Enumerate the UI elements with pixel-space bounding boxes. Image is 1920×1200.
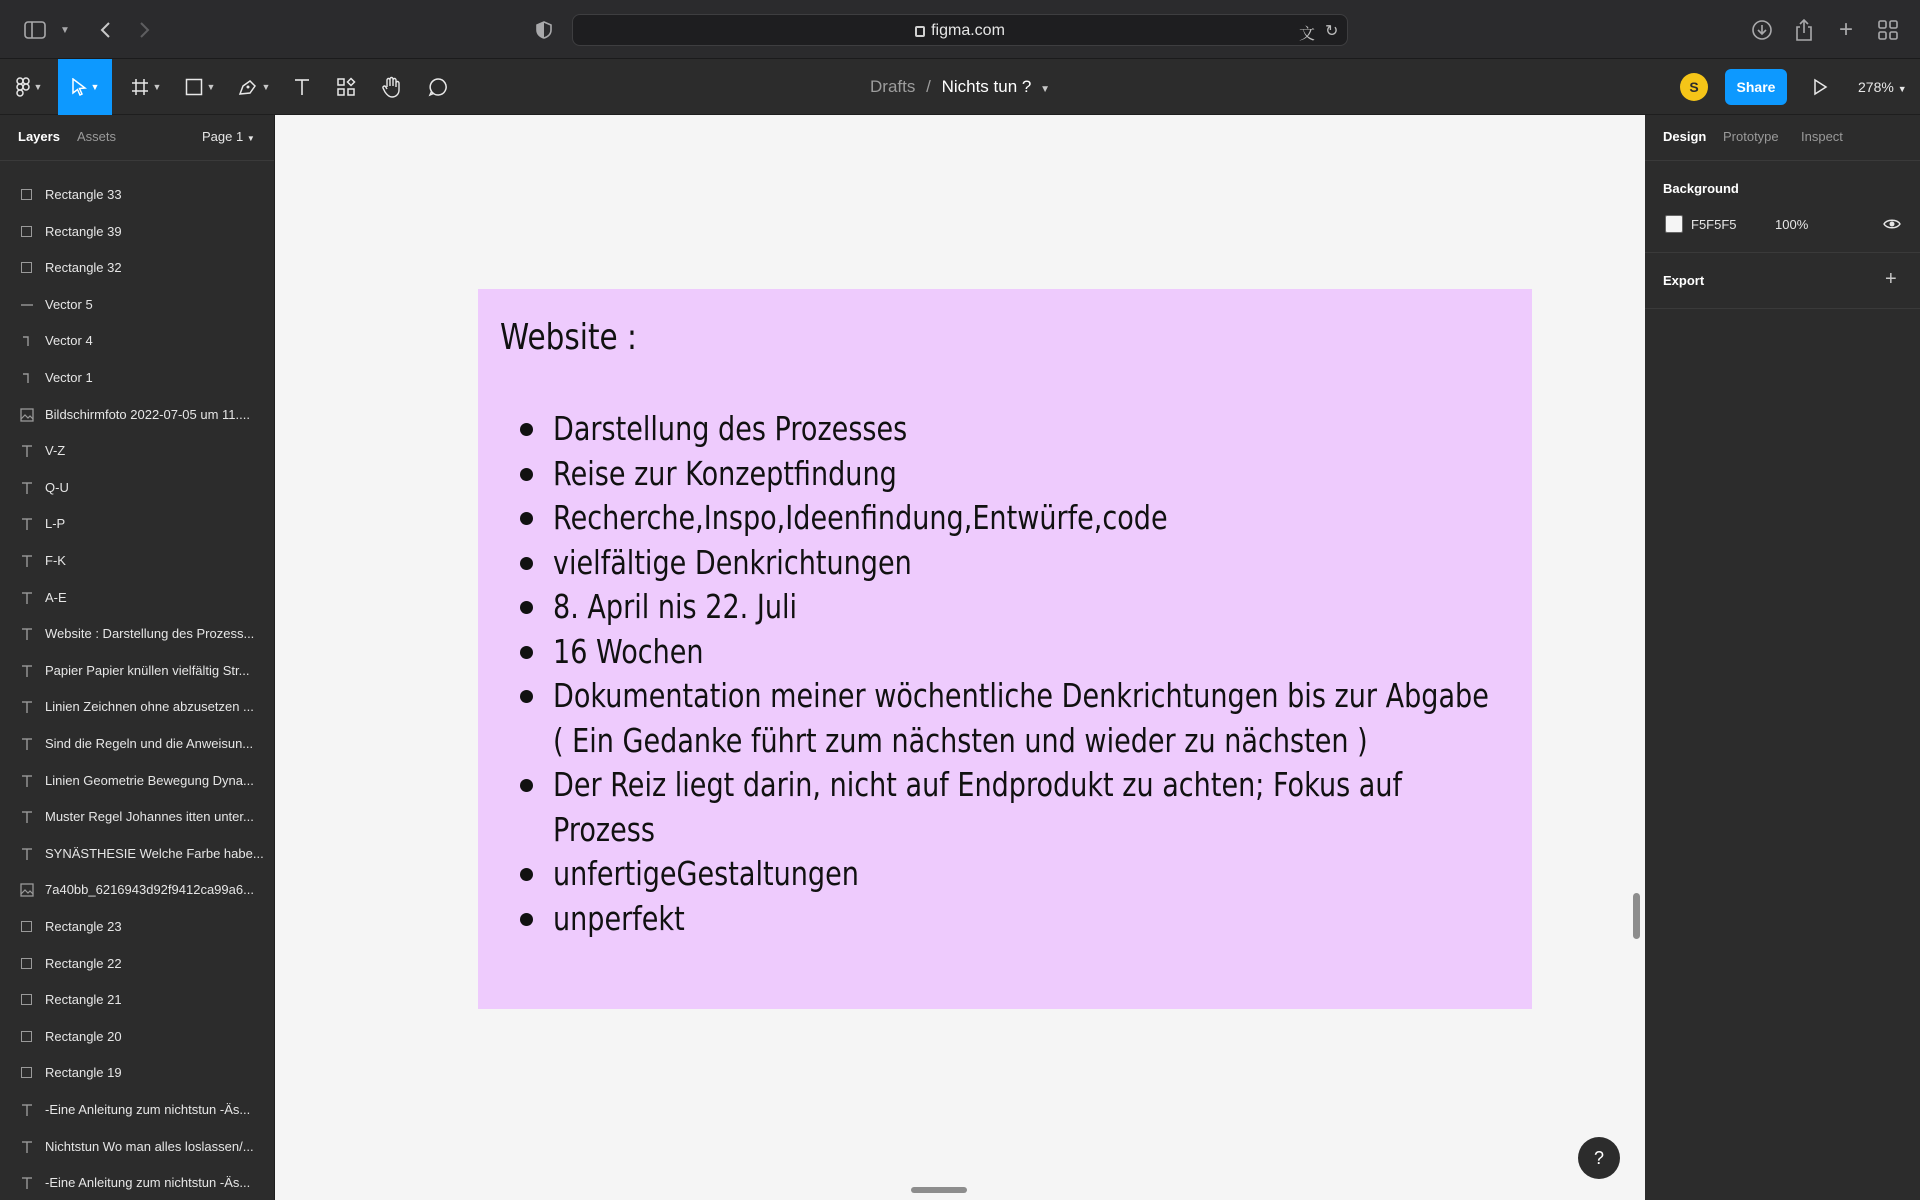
layer-label: Bildschirmfoto 2022-07-05 um 11.... — [45, 406, 250, 422]
rectangle-icon — [20, 1066, 34, 1080]
text-tool-icon[interactable] — [286, 59, 318, 115]
layer-label: Website : Darstellung des Prozess... — [45, 626, 255, 642]
file-menu-chevron-icon[interactable]: ▼ — [1040, 84, 1050, 95]
layer-row[interactable] — [0, 616, 275, 652]
bullet-item — [520, 763, 1645, 852]
rectangle-icon — [20, 1030, 34, 1044]
present-play-icon[interactable] — [1810, 77, 1830, 97]
layer-row[interactable] — [0, 323, 275, 359]
frame-title[interactable]: Website : — [500, 317, 638, 358]
share-button[interactable]: Share — [1725, 69, 1787, 105]
tab-assets[interactable]: Assets — [77, 129, 117, 144]
text-icon — [20, 517, 34, 531]
layer-row[interactable] — [0, 214, 275, 250]
layer-label: A-E — [45, 589, 67, 605]
lock-icon — [915, 26, 925, 37]
divider — [1645, 308, 1920, 309]
hand-tool-icon[interactable] — [376, 59, 408, 115]
layer-label: V-Z — [45, 443, 66, 459]
text-icon — [20, 554, 34, 568]
layer-label: Vector 1 — [45, 370, 93, 385]
layer-row[interactable] — [0, 360, 275, 396]
design-panel — [1645, 115, 1920, 1200]
background-heading: Background — [1663, 181, 1739, 196]
rectangle-icon — [20, 188, 34, 202]
image-icon — [20, 408, 34, 422]
vector-icon — [20, 371, 34, 385]
pen-tool-icon[interactable]: ▼ — [232, 59, 276, 115]
tab-overview-icon[interactable] — [1875, 17, 1901, 43]
bullet-text: 8. April nis 22. Juli — [553, 587, 798, 626]
zoom-chevron-icon: ▼ — [1897, 84, 1907, 94]
rectangle-tool-icon[interactable]: ▼ — [178, 59, 222, 115]
bullet-item — [520, 452, 1645, 497]
text-icon — [20, 810, 34, 824]
layer-row[interactable] — [0, 982, 275, 1018]
layer-row[interactable] — [0, 250, 275, 286]
layer-label: F-K — [45, 553, 66, 568]
layer-label: Linien Geometrie Bewegung Dyna... — [45, 772, 254, 788]
zoom-value: 278% — [1858, 79, 1894, 95]
figma-toolbar — [0, 59, 1920, 115]
avatar[interactable]: S — [1680, 73, 1708, 101]
download-icon[interactable] — [1749, 17, 1775, 43]
background-color-swatch[interactable] — [1665, 215, 1683, 233]
layer-label: Q-U — [45, 479, 69, 495]
bullet-item — [520, 897, 1645, 942]
horizontal-scrollbar[interactable] — [911, 1187, 967, 1193]
rectangle-icon — [20, 957, 34, 971]
layer-label: Vector 5 — [45, 296, 93, 312]
rectangle-icon — [20, 225, 34, 239]
layer-row[interactable] — [0, 1165, 275, 1200]
image-icon — [20, 883, 34, 897]
layer-row[interactable] — [0, 726, 275, 762]
tab-design[interactable]: Design — [1663, 129, 1707, 144]
layer-row[interactable] — [0, 470, 275, 506]
layer-label: Rectangle 23 — [45, 919, 122, 934]
rectangle-icon — [20, 920, 34, 934]
text-icon — [20, 737, 34, 751]
zoom-dropdown[interactable] — [1858, 79, 1907, 95]
layer-row[interactable] — [0, 689, 275, 725]
bullet-text: Dokumentation meiner wöchentliche Denkrichtungen bis zur Abgabe ( Ein Gedanke führt zum nächsten und wieder zu nächsten ) — [553, 676, 1489, 760]
share-icon[interactable] — [1791, 17, 1817, 43]
text-icon — [20, 444, 34, 458]
bullet-item — [520, 496, 1645, 541]
layer-label: Rectangle 19 — [45, 1065, 122, 1081]
shield-icon[interactable] — [531, 17, 557, 43]
vertical-scrollbar[interactable] — [1633, 893, 1640, 939]
layer-row[interactable] — [0, 287, 275, 323]
bullet-text: vielfältige Denkrichtungen — [553, 542, 912, 582]
export-heading: Export — [1663, 273, 1705, 288]
translate-icon[interactable]: 文 — [1299, 26, 1316, 43]
tab-prototype[interactable]: Prototype — [1723, 129, 1779, 144]
layer-label: Sind die Regeln und die Anweisun... — [45, 736, 254, 751]
page-selector[interactable] — [202, 129, 255, 144]
layer-label: Muster Regel Johannes itten unter... — [45, 809, 254, 825]
file-name[interactable]: Nichts tun ? — [941, 77, 1032, 96]
layer-label: Rectangle 22 — [45, 955, 122, 971]
text-icon — [20, 591, 34, 605]
bullet-item — [520, 674, 1645, 763]
line-icon — [20, 298, 34, 312]
layer-label: -Eine Anleitung zum nichtstun -Äs... — [45, 1175, 251, 1191]
layer-label: Linien Zeichnen ohne abzusetzen ... — [45, 699, 254, 715]
bullet-text: Recherche,Inspo,Ideenfindung,Entwürfe,code — [553, 498, 1168, 537]
back-icon[interactable] — [92, 17, 118, 43]
layer-row[interactable] — [0, 506, 275, 542]
layer-row[interactable] — [0, 580, 275, 616]
browser-toolbar — [0, 0, 1920, 59]
layer-label: Nichtstun Wo man alles loslassen/... — [45, 1138, 254, 1154]
design-panel-tabs — [1645, 115, 1920, 161]
page-name: Page 1 — [202, 129, 244, 144]
text-icon — [20, 774, 34, 788]
layer-label: Vector 4 — [45, 333, 93, 349]
breadcrumb-separator: / — [926, 77, 931, 96]
layer-label: 7a40bb_6216943d92f9412ca99a6... — [45, 882, 254, 898]
layer-row[interactable] — [0, 872, 275, 908]
figma-menu-icon[interactable]: ▼ — [8, 59, 50, 115]
url-text: figma.com — [931, 22, 1005, 39]
background-opacity-input[interactable]: 100% — [1775, 217, 1809, 232]
bullet-text: unfertigeGestaltungen — [553, 854, 859, 893]
layer-label: -Eine Anleitung zum nichtstun -Äs... — [45, 1102, 251, 1117]
layer-label: Rectangle 20 — [45, 1028, 122, 1044]
rectangle-icon — [20, 993, 34, 1007]
layer-row[interactable] — [0, 946, 275, 982]
tab-layers[interactable]: Layers — [18, 129, 60, 144]
bullet-text: Darstellung des Prozesses — [553, 409, 908, 448]
add-export-button[interactable]: + — [1885, 268, 1897, 290]
text-icon — [20, 1140, 34, 1154]
layer-label: Rectangle 33 — [45, 187, 122, 202]
address-bar[interactable] — [572, 14, 1348, 46]
bullet-item — [520, 407, 1645, 452]
rectangle-icon — [20, 261, 34, 275]
forward-icon[interactable] — [132, 17, 158, 43]
bullet-item — [520, 852, 1645, 897]
comment-icon[interactable] — [422, 59, 454, 115]
canvas[interactable] — [275, 115, 1645, 1200]
reload-icon[interactable]: ↻ — [1325, 23, 1339, 40]
bullet-item — [520, 541, 1645, 586]
text-icon — [20, 481, 34, 495]
bullet-text: 16 Wochen — [553, 631, 704, 671]
layer-row[interactable] — [0, 1055, 275, 1091]
chevron-down-icon[interactable]: ▼ — [60, 24, 70, 36]
layer-row[interactable] — [0, 836, 275, 872]
resources-icon[interactable] — [330, 59, 362, 115]
layer-row[interactable] — [0, 177, 275, 213]
text-icon — [20, 627, 34, 641]
bullet-list — [520, 407, 1645, 941]
vector-icon — [20, 334, 34, 348]
layer-row[interactable] — [0, 1129, 275, 1165]
layer-label: SYNÄSTHESIE Welche Farbe habe... — [45, 845, 264, 861]
layer-label: Rectangle 21 — [45, 992, 122, 1008]
frame-tool-icon[interactable]: ▼ — [152, 82, 162, 92]
eye-icon[interactable] — [1883, 217, 1901, 231]
website-frame[interactable] — [478, 289, 1532, 1009]
page-chevron-icon: ▼ — [246, 134, 255, 143]
layer-row[interactable] — [0, 543, 275, 579]
layer-row[interactable] — [0, 653, 275, 689]
layer-label: Rectangle 39 — [45, 223, 122, 239]
layers-panel-tabs — [0, 115, 274, 161]
text-icon — [20, 1176, 34, 1190]
layer-row[interactable] — [0, 799, 275, 835]
layer-row[interactable] — [0, 763, 275, 799]
layer-row[interactable] — [0, 397, 275, 433]
layer-row[interactable] — [0, 1092, 275, 1128]
breadcrumb-drafts[interactable]: Drafts — [870, 77, 916, 96]
help-button[interactable]: ? — [1578, 1137, 1620, 1179]
layer-label: Papier Papier knüllen vielfältig Str... — [45, 662, 250, 678]
text-icon — [20, 700, 34, 714]
bullet-text: Der Reiz liegt darin, nicht auf Endprodukt zu achten; Fokus auf Prozess — [553, 765, 1403, 849]
text-icon — [20, 1103, 34, 1117]
divider — [1645, 252, 1920, 253]
layer-row[interactable] — [0, 433, 275, 469]
new-tab-icon[interactable]: + — [1838, 16, 1853, 43]
tab-inspect[interactable]: Inspect — [1801, 129, 1843, 144]
background-hex-input[interactable]: F5F5F5 — [1691, 217, 1737, 232]
move-tool-icon[interactable]: ▼ — [58, 59, 112, 115]
layer-row[interactable] — [0, 909, 275, 945]
bullet-item — [520, 585, 1645, 630]
bullet-text: unperfekt — [553, 898, 685, 938]
layer-label: Rectangle 32 — [45, 260, 122, 276]
layers-panel — [0, 115, 275, 1200]
bullet-text: Reise zur Konzeptfindung — [553, 453, 897, 493]
sidebar-icon[interactable] — [22, 17, 48, 43]
text-icon — [20, 664, 34, 678]
layer-label: L-P — [45, 516, 66, 532]
text-icon — [20, 847, 34, 861]
layer-row[interactable] — [0, 1019, 275, 1055]
bullet-item — [520, 630, 1645, 675]
